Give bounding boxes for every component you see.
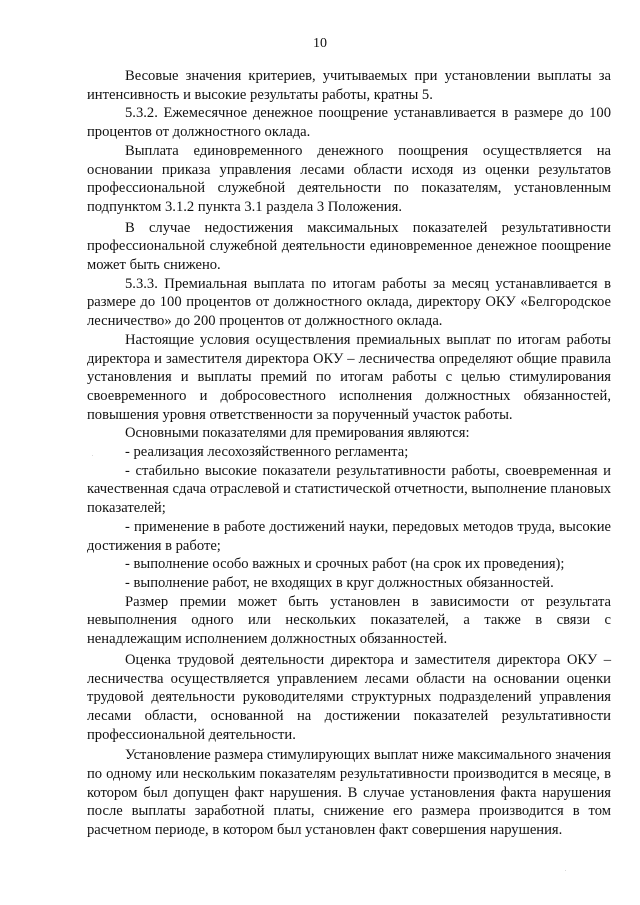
- paragraph-performance-evaluation: Оценка трудовой деятельности директора и заместителя директора ОКУ – лесничества осуществляется управлением лесами области на основании оценки трудовой деятельности руководителями структурных подразделений управления лесами области, основанной на достижении показателей результативности профессиональной деятельности.: [87, 651, 611, 743]
- list-item-urgent-work: - выполнение особо важных и срочных работ (на срок их проведения);: [125, 556, 565, 573]
- list-item-regulation: - реализация лесохозяйственного регламента;: [125, 444, 409, 461]
- list-item-science: - применение в работе достижений науки, передовых методов труда, высокие достижения в работе;: [87, 518, 611, 554]
- scan-speck: [565, 870, 566, 871]
- list-item-performance: - стабильно высокие показатели результативности работы, своевременная и качественная сдача отраслевой и статистической отчетности, выполнение плановых показателей;: [87, 462, 611, 517]
- list-item-extra-duties: - выполнение работ, не входящих в круг должностных обязанностей.: [125, 574, 554, 591]
- paragraph-bonus-conditions: Настоящие условия осуществления премиальных выплат по итогам работы директора и заместителя директора ОКУ – лесничества определяют общие правила установления и выплаты премий по итогам работы с целью стимулирования своевременного и добросовестного исполнения должностных обязанностей, повышения уровня ответственности за порученный участок работы.: [87, 331, 611, 423]
- scan-speck: [92, 455, 93, 456]
- page-number: 10: [313, 36, 327, 51]
- paragraph-indicators-intro: Основными показателями для премирования являются:: [125, 425, 470, 442]
- paragraph-criteria-weights: Весовые значения критериев, учитываемых при установлении выплаты за интенсивность и высокие результаты работы, кратны 5.: [87, 68, 611, 103]
- paragraph-reduction-rules: Установление размера стимулирующих выплат ниже максимального значения по одному или нескольким показателям результативности производится в месяце, в котором был допущен факт нарушения. В случае установления факта нарушения после выплаты заработной платы, снижение его размера производится в том расчетном периоде, в котором был установлен факт совершения нарушения.: [87, 747, 611, 839]
- document-body: [87, 67, 611, 840]
- paragraph-one-time-payment: Выплата единовременного денежного поощрения осуществляется на основании приказа управления лесами области исходя из оценки результатов профессиональной служебной деятельности по показателям, установленным подпунктом 3.1.2 пункта 3.1 раздела 3 Положения.: [87, 142, 611, 215]
- paragraph-5-3-2: 5.3.2. Ежемесячное денежное поощрение устанавливается в размере до 100 процентов от должностного оклада.: [87, 105, 611, 141]
- paragraph-payment-reduction: В случае недостижения максимальных показателей результативности профессиональной служебной деятельности единовременное денежное поощрение может быть снижено.: [87, 219, 611, 274]
- paragraph-bonus-size: Размер премии может быть установлен в зависимости от результата невыполнения одного или нескольких показателей, а также в связи с ненадлежащим исполнением должностных обязанностей.: [87, 593, 611, 648]
- paragraph-5-3-3: 5.3.3. Премиальная выплата по итогам работы за месяц устанавливается в размере до 100 процентов от должностного оклада, директору ОКУ «Белгородское лесничество» до 200 процентов от должностного оклада.: [87, 275, 611, 330]
